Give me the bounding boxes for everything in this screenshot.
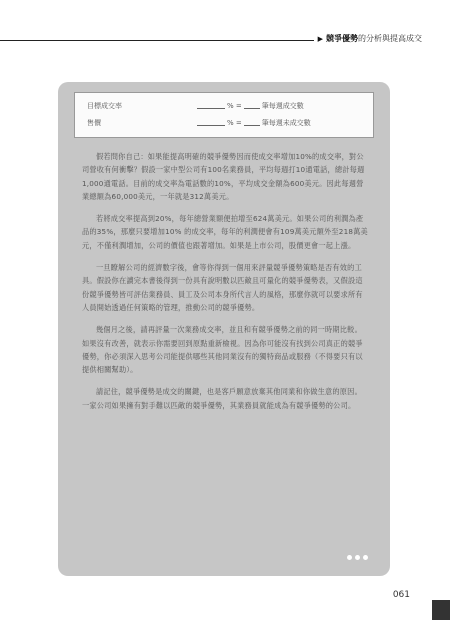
paragraph: 幾個月之後，請再評量一次業務成交率，並且和有競爭優勢之前的同一時期比較。如果沒有改善，就表示你需要回到原點重新檢視。因為你可能沒有找到公司真正的競爭優勢，你必須深入思考公司能提供哪些其他同業沒有的獨特商品或服務（不得要只有以提供相關幫助）。 [82,325,363,375]
chapter-title [314,32,422,46]
dot-icon [355,555,360,560]
summary-row-price [87,116,365,130]
summary-label: 目標成交率 [87,102,122,110]
summary-suffix: 筆每週未成交數 [261,119,311,127]
chapter-title-rest: 的分析與提高成交 [358,34,422,43]
summary-label: 售價 [87,119,101,127]
summary-row-target-rate [87,99,365,113]
dot-icon [363,555,368,560]
paragraph: 若將成交率提高到20%，每年總營業額便拍增至624萬美元。如果公司的利潤為產品的35%，那麼只要增加10% 的成交率，每年的利潤便會有109萬美元額外至218萬美元，不僅利潤增加，公司的價值也跟著增加。如果是上市公司，股價更會一起上漲。 [82,214,368,250]
dot-icon [347,555,352,560]
fill-blank [244,108,260,109]
chapter-title-strong: 競爭優勢 [326,34,358,43]
page-edge-tab [432,600,450,620]
fill-blank [197,108,225,109]
body-text [82,150,368,421]
running-header [0,32,450,46]
summary-suffix: 筆每週成交數 [261,102,304,110]
triangle-icon: ▶ [317,35,323,43]
paragraph: 請記住，競爭優勢是成交的關鍵，也是客戶願意放棄其他同業和你做生意的原因。一家公司如果擁有對手難以匹敵的競爭優勢，其業務員就能成為有競爭優勢的公司。 [82,387,362,410]
fill-blank [244,125,260,126]
decorative-dots [344,545,368,564]
content-card [58,82,390,576]
summary-pct: % = [227,119,242,127]
paragraph: 一旦瞭解公司的經濟數字後，會等你得到一個用來評量競爭優勢策略是否有效的工具。假設你在讀完本書後得到一份具有說明數以匹敵且可量化的競爭優勢表，又假設這份競爭優勢皆可評估業務員、員工及公司本身所代言人的風格，那麼你就可以要求所有人員開始透過任何策略的管理，推動公司的競爭優勢。 [82,263,363,312]
summary-box [74,92,374,138]
summary-pct: % = [227,102,242,110]
page-number: 061 [392,590,410,600]
fill-blank [197,125,225,126]
paragraph: 假若問你自己：如果能提高明確的競爭優勢因而使成交率增加10%的成交率，對公司營收有何衝擊？假設一家中型公司有100名業務員，平均每週打10通電話，總計每週1,000通電話。目前的成交率為電話數的10%，平均成交金額為600美元。因此每週營業總額為60,000美元，一年就是312萬美元。 [82,152,365,201]
